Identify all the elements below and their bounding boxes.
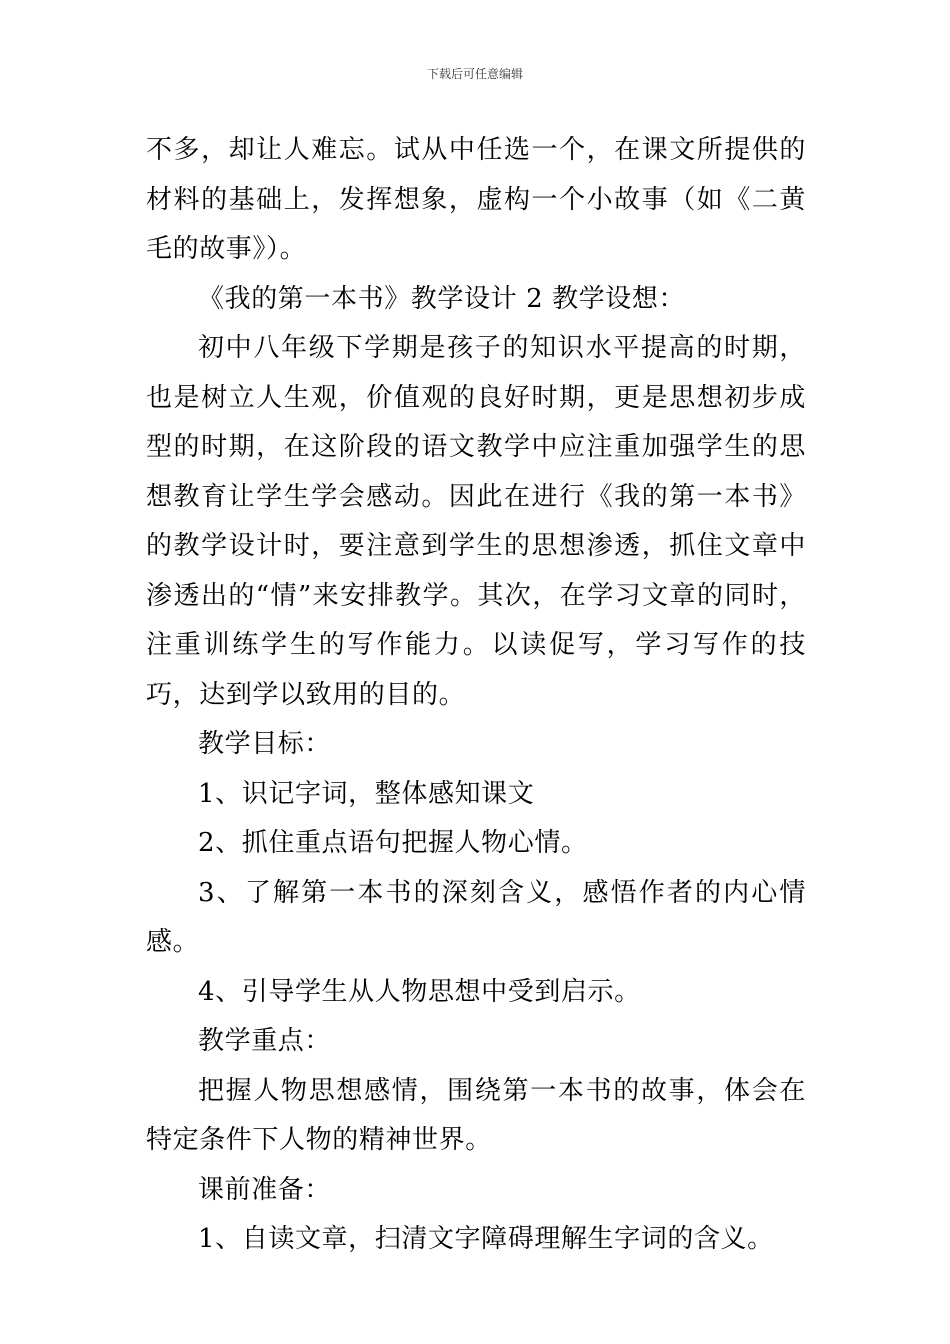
list-item: 4、引导学生从人物思想中受到启示。	[198, 976, 641, 1007]
list-item: 1、识记字词，整体感知课文	[198, 778, 535, 809]
paragraph: 初中八年级下学期是孩子的知识水平提高的时期，也是树立人生观，价值观的良好时期，更是思想初步成型的时期，在这阶段的语文教学中应注重加强学生的思想教育让学生学会感动。因此在进行《我的第一本书》的教学设计时，要注意到学生的思想渗透，抓住文章中渗透出的“情”来安排教学。其次，在学习文章的同时，注重训练学生的写作能力。以读促写，学习写作的技巧，达到学以致用的目的。	[146, 333, 806, 710]
list-item: 2、抓住重点语句把握人物心情。	[198, 828, 588, 858]
paragraph: 不多，却让人难忘。试从中任选一个，在课文所提供的材料的基础上，发挥想象，虚构一个小故事（如《二黄毛的故事》）。	[146, 135, 806, 264]
list-item: 3、了解第一本书的深刻含义，感悟作者的内心情感。	[146, 877, 806, 957]
list-item: 1、自读文章，扫清文字障碍理解生字词的含义。	[198, 1224, 774, 1254]
section-heading: 教学目标：	[198, 729, 332, 759]
paragraph: 《我的第一本书》教学设计 2 教学设想：	[198, 283, 686, 314]
page-header: 下载后可任意编辑	[426, 67, 523, 81]
section-heading: 课前准备：	[198, 1174, 332, 1205]
document-body	[146, 126, 806, 1265]
paragraph: 把握人物思想感情，围绕第一本书的故事，体会在特定条件下人物的精神世界。	[146, 1075, 806, 1155]
section-heading: 教学重点：	[198, 1026, 332, 1056]
